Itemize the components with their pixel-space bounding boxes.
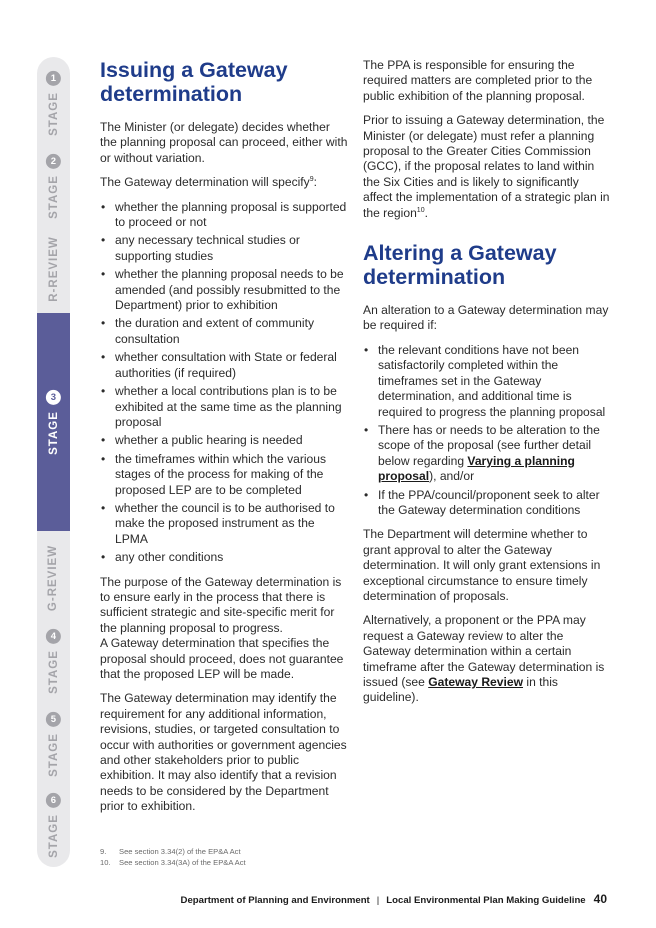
tab-stage-5[interactable] <box>37 700 70 788</box>
paragraph: The Gateway determination will specify$^9$: <box>100 175 317 190</box>
list-item: • the timeframes within which the various stages of the process for making of the proposed LEP are to be completed <box>100 452 348 498</box>
section-heading-altering: Altering a Gateway determination <box>363 241 557 290</box>
list-item: • whether the council is to be authorised to make the proposed instrument as the LPMA <box>100 501 348 547</box>
tab-stage-6[interactable] <box>37 783 70 867</box>
list-item: • any necessary technical studies or supporting studies <box>100 233 348 264</box>
tab-label: STAGE <box>47 649 60 694</box>
page-number: 40 <box>593 892 607 906</box>
tab-label: STAGE <box>47 92 60 136</box>
tab-number-badge: 2 <box>46 154 61 169</box>
paragraph: Prior to issuing a Gateway determination, the Minister (or delegate) must refer a planning proposal to the Greater Cities Commission (GCC), if the proposal relates to land within the Six Cities and is likely to significantly affect the implementation of a strategic plan in the region$^{10}$. <box>363 113 610 220</box>
paragraph: The Gateway determination may identify the requirement for any additional information, revisions, studies, or targeted consultation to occur with authorities or government agencies and other stakeholders prior to public exhibition. It may also identify that a revision needs to be considered by the Department prior to exhibition. <box>100 691 347 814</box>
tab-number-badge: 1 <box>46 71 61 86</box>
list-item: • whether the planning proposal is supported to proceed or not <box>100 200 348 231</box>
tab-stage-4[interactable] <box>37 617 70 705</box>
page-footer <box>181 892 607 906</box>
right-column <box>363 58 611 715</box>
paragraph: The PPA is responsible for ensuring the required matters are completed prior to the public exhibition of the planning proposal. <box>363 58 593 103</box>
tab-label: STAGE <box>47 410 60 455</box>
tab-label: STAGE <box>47 175 60 219</box>
tab-number-badge: 4 <box>46 629 61 644</box>
tab-label: G-REVIEW <box>47 544 60 611</box>
footer-separator: | <box>376 895 380 906</box>
list-item: • There has or needs to be alteration to the scope of the proposal (see further detail below regarding Varying a planning proposal), and/or <box>363 423 611 485</box>
list-item: • If the PPA/council/proponent seek to alter the Gateway determination conditions <box>363 488 611 519</box>
list-item: • any other conditions <box>100 550 348 565</box>
tab-label: STAGE <box>47 813 60 858</box>
footnotes <box>100 847 246 868</box>
footnote-item: 9. See section 3.34(2) of the EP&A Act <box>100 847 241 856</box>
paragraph: A Gateway determination that specifies the proposal should proceed, does not guarantee that the proposed LEP will be made. <box>100 636 344 681</box>
tab-number-badge: 6 <box>46 793 61 808</box>
footer-department: Department of Planning and Environment <box>180 895 370 906</box>
tab-stage-1[interactable] <box>37 57 70 150</box>
list-item: • whether a local contributions plan is to be exhibited at the same time as the planning proposal <box>100 384 348 430</box>
tab-number-badge: 5 <box>46 712 61 727</box>
tab-number-badge: 3 <box>46 390 61 405</box>
paragraph: Alternatively, a proponent or the PPA may request a Gateway review to alter the Gateway determination within a certain timeframe after the Gateway determination is issued (see Gateway Review in this guideline). <box>363 613 605 705</box>
list-item: • whether consultation with State or federal authorities (if required) <box>100 350 348 381</box>
footnote-ref[interactable]: 10 <box>416 206 425 214</box>
paragraph: The Minister (or delegate) decides whether the planning proposal can proceed, either with or without variation. <box>100 120 348 165</box>
varying-planning-proposal-link[interactable]: Varying a planning proposal <box>378 453 575 484</box>
list-item: • whether the planning proposal needs to be amended (and possibly resubmitted to the Department) prior to exhibition <box>100 267 348 313</box>
tab-label: R-REVIEW <box>47 236 60 302</box>
list-item: • the duration and extent of community consultation <box>100 316 348 347</box>
section-heading-issuing: Issuing a Gateway determination <box>100 58 288 106</box>
paragraph: The purpose of the Gateway determination is to ensure early in the process that there is sufficient strategic and site-specific merit for the planning proposal to progress. <box>100 574 342 635</box>
footnote-ref[interactable]: 9 <box>309 176 314 184</box>
paragraph: An alteration to a Gateway determination may be required if: <box>363 303 609 333</box>
tab-stage-2[interactable] <box>37 140 70 233</box>
alteration-list <box>363 343 611 518</box>
gateway-review-link[interactable]: Gateway Review <box>428 675 524 689</box>
list-item: • whether a public hearing is needed <box>100 433 348 448</box>
tab-label: STAGE <box>47 732 60 777</box>
tab-r-review[interactable] <box>37 225 70 313</box>
determination-list <box>100 200 348 566</box>
tab-g-review[interactable] <box>37 531 70 624</box>
paragraph: The Department will determine whether to grant approval to alter the Gateway determination. It will only grant extensions in exceptional circumstance to ensure timely determination of proposals. <box>363 527 601 603</box>
footer-doc-title: Local Environmental Plan Making Guideline <box>386 895 586 906</box>
tab-stage-3[interactable] <box>37 313 70 531</box>
footnote-item: 10. See section 3.34(3A) of the EP&A Act <box>100 857 246 867</box>
list-item: • the relevant conditions have not been satisfactorily completed within the timeframes set in the Gateway determination, and additional time is required to progress the planning proposal <box>363 343 611 420</box>
left-column <box>100 58 348 824</box>
